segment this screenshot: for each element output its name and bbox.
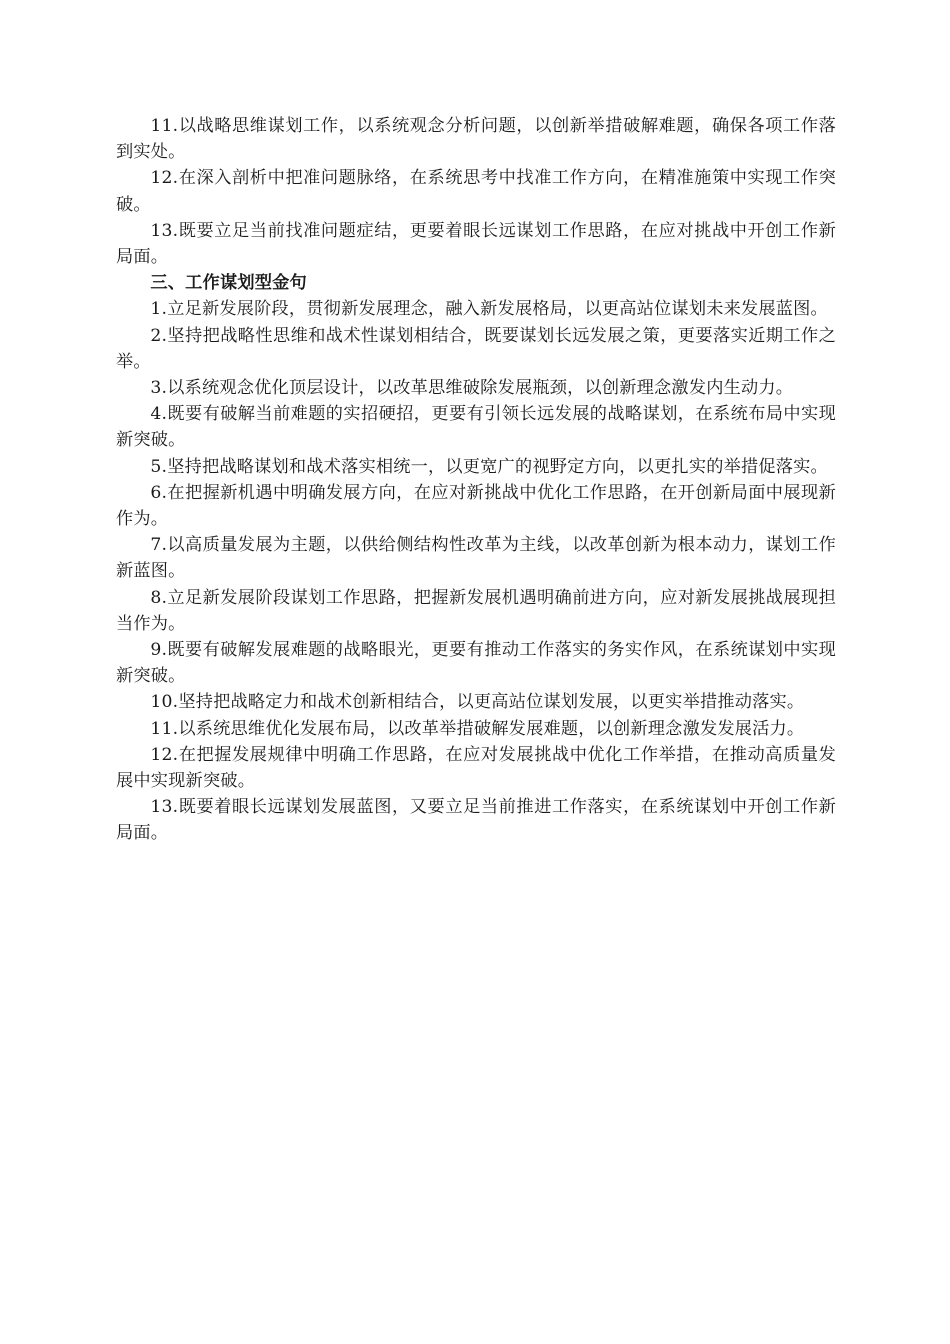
paragraph-4: 4.既要有破解当前难题的实招硬招，更要有引领长远发展的战略谋划，在系统布局中实现新突破。 <box>116 404 836 451</box>
paragraph-7: 7.以高质量发展为主题，以供给侧结构性改革为主线，以改革创新为根本动力，谋划工作新蓝图。 <box>116 535 836 582</box>
paragraph-12: 12.在把握发展规律中明确工作思路，在应对发展挑战中优化工作举措，在推动高质量发展中实现新突破。 <box>116 744 836 792</box>
paragraph-prev-13: 13.既要立足当前找准问题症结，更要着眼长远谋划工作思路，在应对挑战中开创工作新局面。 <box>116 220 836 268</box>
paragraph-prev-12: 12.在深入剖析中把准问题脉络，在系统思考中找准工作方向，在精准施策中实现工作突破。 <box>116 168 836 215</box>
paragraph-13: 13.既要着眼长远谋划发展蓝图，又要立足当前推进工作落实，在系统谋划中开创工作新局面。 <box>116 797 836 844</box>
paragraph-2: 2.坚持把战略性思维和战术性谋划相结合，既要谋划长远发展之策，更要落实近期工作之举。 <box>116 325 836 372</box>
paragraph-8: 8.立足新发展阶段谋划工作思路，把握新发展机遇明确前进方向，应对新发展挑战展现担当作为。 <box>116 587 836 634</box>
paragraph-1: 1.立足新发展阶段，贯彻新发展理念，融入新发展格局，以更高站位谋划未来发展蓝图。 <box>150 299 828 320</box>
paragraph-5: 5.坚持把战略谋划和战术落实相统一，以更宽广的视野定方向，以更扎实的举措促落实。 <box>150 456 828 477</box>
section-heading: 三、工作谋划型金句 <box>150 273 307 294</box>
paragraph-10: 10.坚持把战略定力和战术创新相结合，以更高站位谋划发展，以更实举措推动落实。 <box>150 692 805 713</box>
paragraph-6: 6.在把握新机遇中明确发展方向，在应对新挑战中优化工作思路，在开创新局面中展现新作为。 <box>116 482 836 530</box>
paragraph-3: 3.以系统观念优化顶层设计，以改革思维破除发展瓶颈，以创新理念激发内生动力。 <box>150 378 794 399</box>
paragraph-prev-11: 11.以战略思维谋划工作，以系统观念分析问题，以创新举措破解难题，确保各项工作落到实处。 <box>116 116 836 163</box>
document-body <box>116 113 836 847</box>
paragraph-11: 11.以系统思维优化发展布局，以改革举措破解发展难题，以创新理念激发发展活力。 <box>150 718 805 739</box>
paragraph-9: 9.既要有破解发展难题的战略眼光，更要有推动工作落实的务实作风，在系统谋划中实现新突破。 <box>116 640 836 687</box>
